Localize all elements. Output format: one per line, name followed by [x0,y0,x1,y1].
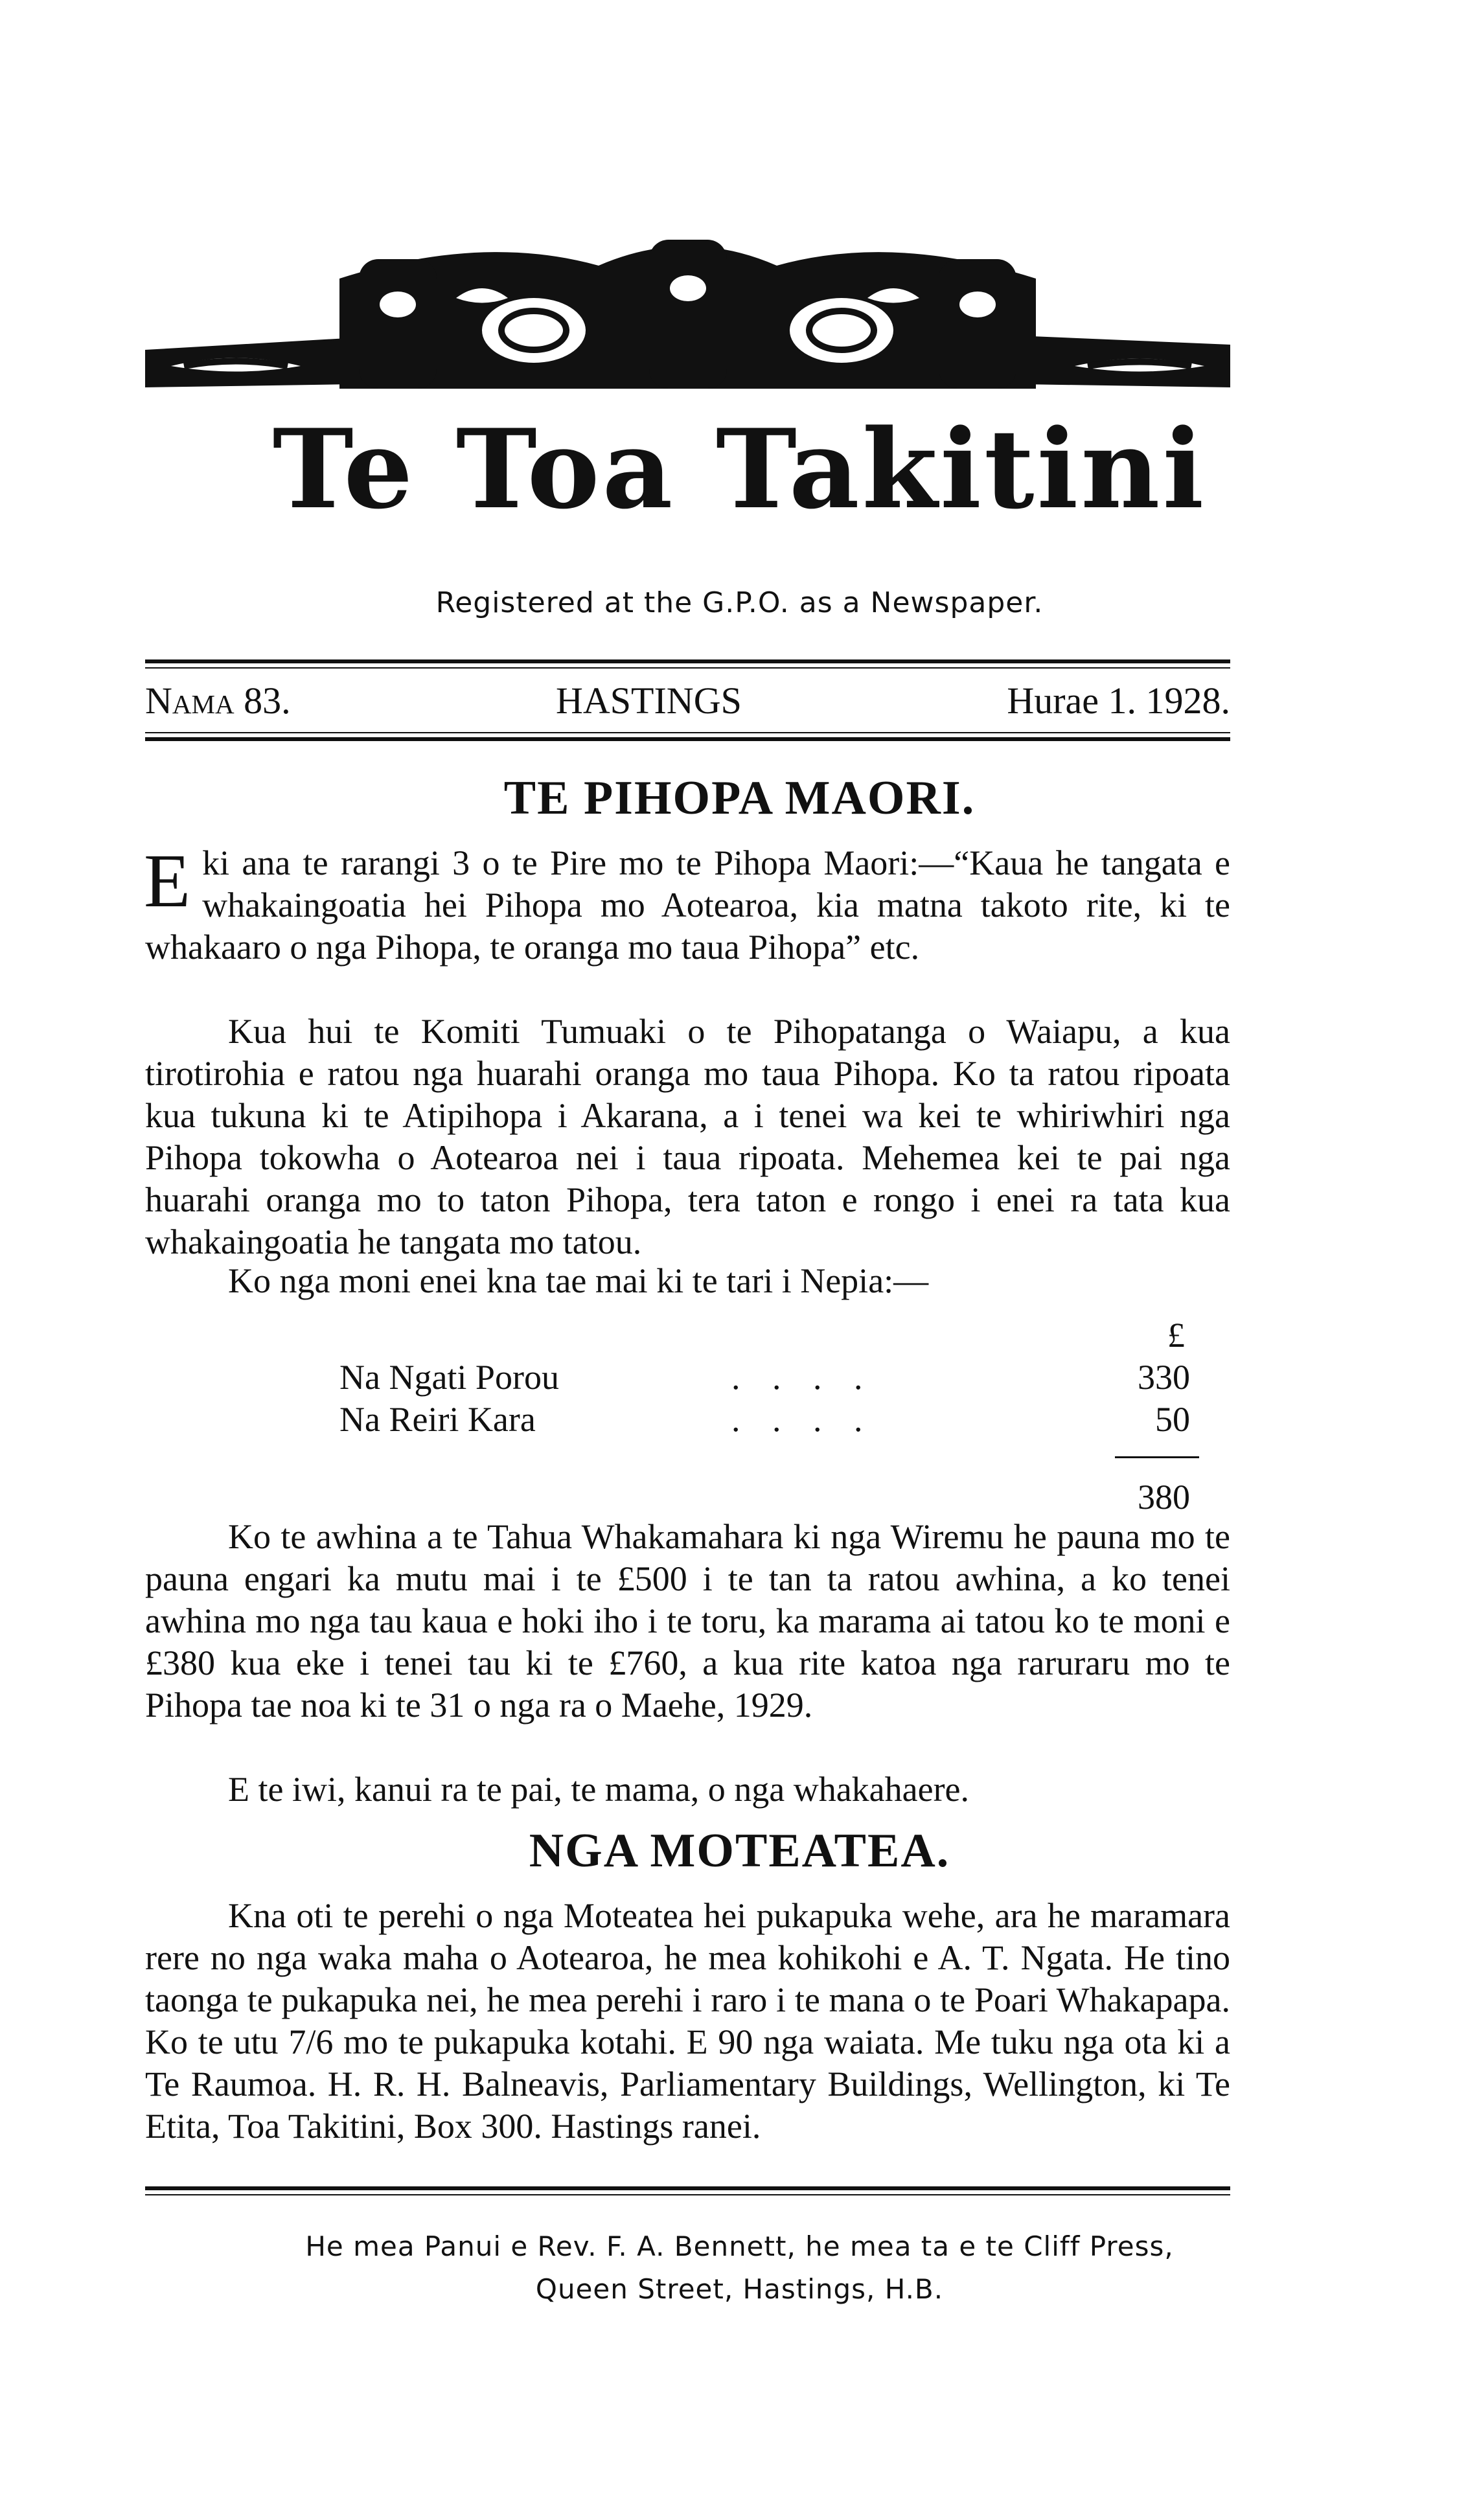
issue-date: Hurae 1. 1928. [1007,680,1230,722]
divider-rule [145,737,1230,741]
article-paragraph: Kua hui te Komiti Tumuaki o te Pihopatanga o Waiapu, a kua tirotirohia e ratou nga huarahi oranga mo taua Pihopa. Ko ta ratou ripoata kua tukuna ki te Atipihopa i Akarana, a i tenei wa kei te whiriwhiri nga Pihopa tokowha o Aotearoa nei i taua ripoata. Mehemea kei te pai nga huarahi oranga mo to taton Pihopa, tera taton e rongo i enei ra tata kua whakaingoatia he tangata mo tatou. [145,1012,1230,1261]
leader-dots: . . . . [731,1400,875,1439]
issue-line [145,679,1230,724]
article-heading: NGA MOTEATEA. [529,1824,950,1877]
divider-rule [145,2194,1230,2195]
contribution-amount: 50 [1155,1400,1190,1439]
article-paragraph: Kna oti te perehi o nga Moteatea hei pukapuka wehe, ara he maramara rere no nga waka maha o Aotearoa, he mea kohikohi e A. T. Ngata. He tino taonga te pukapuka nei, he mea perehi i raro i te mana o te Poari Whakapapa. Ko te utu 7/6 mo te pukapuka kotahi. E 90 nga waiata. Me tuku nga ota ki a Te Raumoa. H. R. H. Balneavis, Parliamentary Buildings, Wellington, ki Te Etita, Toa Takitini, Box 300. Hastings ranei. [145,1896,1230,2146]
leader-dots: . . . . [731,1358,875,1397]
issue-number: Nama 83. [145,680,291,722]
imprint-line: He mea Panui e Rev. F. A. Bennett, he mea ta e te Cliff Press, [305,2230,1174,2262]
article-heading: TE PIHOPA MAORI. [503,772,976,825]
divider-rule [145,2186,1230,2190]
article-paragraph: Ko te awhina a te Tahua Whakamahara ki nga Wiremu he pauna mo te pauna engari ka mutu mai i te £500 i te tan ta ratou awhina, a ko tenei awhina mo nga tau kaua e hoki iho i te toru, ka marama ai tatou ko te moni e £380 kua eke i tenei tau ki te £760, a kua rite katoa nga raruraru mo te Pihopa tae noa ki te 31 o nga ra o Maehe, 1929. [145,1517,1230,1724]
contribution-amount: 330 [1138,1358,1190,1397]
article-paragraph: Ko nga moni enei kna tae mai ki te tari i Nepia:— [228,1261,929,1300]
printer-imprint [0,2225,1479,2311]
contributor-name: Na Ngati Porou [339,1358,559,1397]
newspaper-title: Te Toa Takitini [272,405,1207,533]
drop-cap: E [144,838,191,923]
registration-notice: Registered at the G.P.O. as a Newspaper. [435,586,1044,619]
table-row-total [145,1477,1230,1519]
sum-rule [1115,1456,1199,1458]
total-amount: 380 [1138,1478,1190,1517]
contributor-name: Na Reiri Kara [339,1400,536,1439]
article-paragraph: E te iwi, kanui ra te pai, te mama, o nga whakahaere. [228,1770,970,1809]
issue-place: HASTINGS [556,680,742,722]
divider-rule [145,659,1230,663]
table-row [145,1357,1230,1399]
currency-symbol: £ [1167,1316,1185,1355]
divider-rule [145,732,1230,733]
article-paragraph: Eki ana te rarangi 3 o te Pire mo te Pihopa Maori:—“Kaua he tangata e whakaingoatia hei Pihopa mo Aotearoa, kia matna takoto rite, ki te whakaaro o nga Pihopa, te oranga mo taua Pihopa” etc. [144,838,1230,967]
imprint-line: Queen Street, Hastings, H.B. [535,2273,944,2305]
table-row [145,1399,1230,1441]
carved-masthead-illustration [145,227,1230,408]
divider-rule [145,667,1230,669]
